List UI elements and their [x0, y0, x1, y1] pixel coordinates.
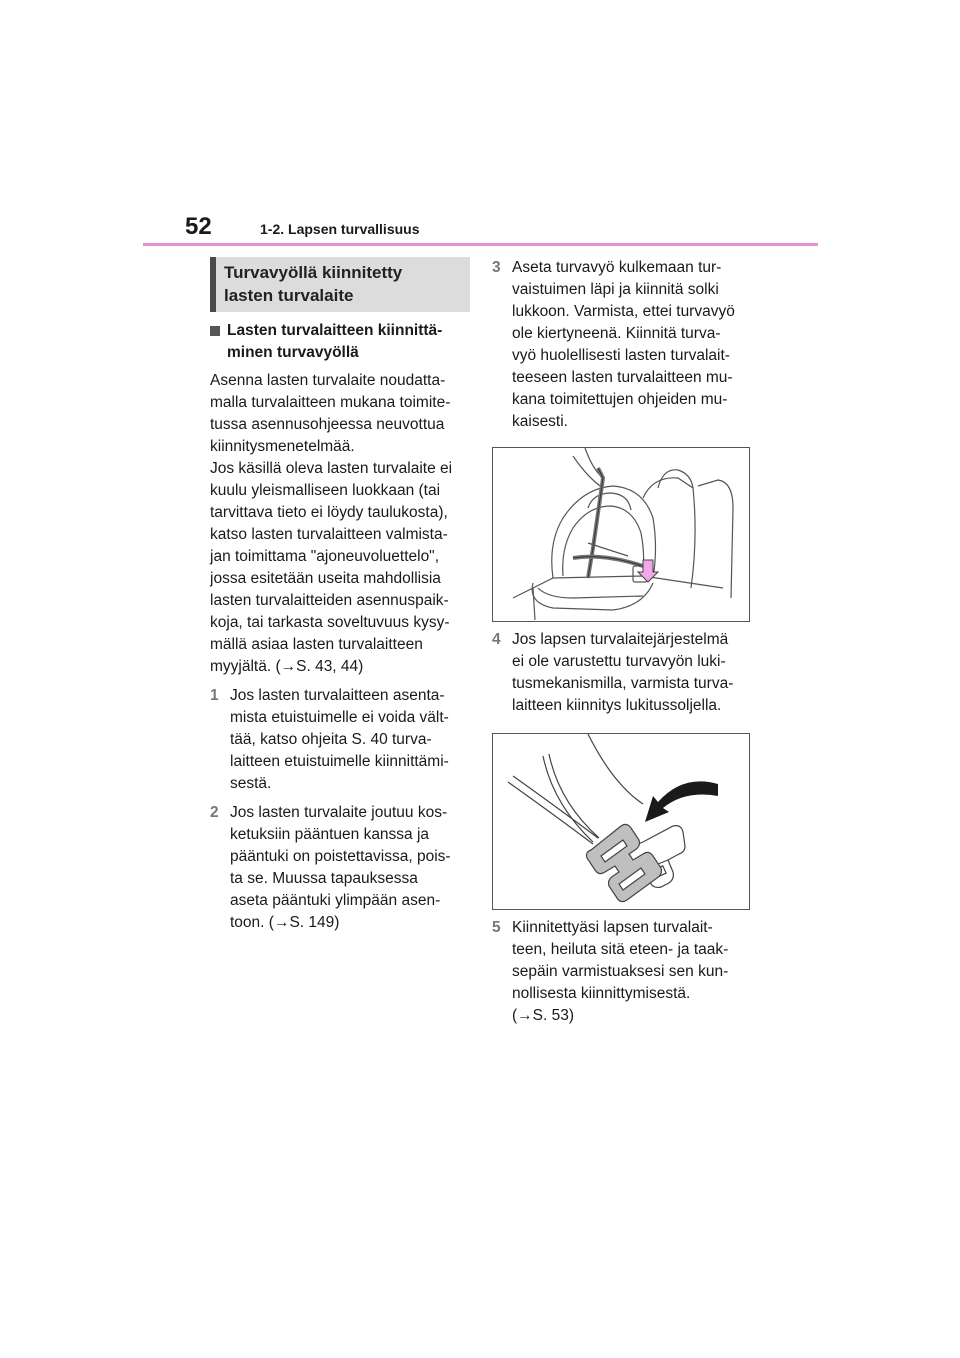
step-line: Kiinnitettyäsi lapsen turvalait-: [512, 919, 713, 936]
step-5: [492, 917, 752, 1027]
step-number: 4: [492, 631, 501, 648]
subheading-line: minen turvavyöllä: [227, 344, 359, 361]
step-line: sestä.: [230, 775, 272, 792]
intro-paragraph: [210, 370, 470, 678]
locking-clip-illustration: [492, 733, 750, 910]
section-header: 1-2. Lapsen turvallisuus: [260, 221, 420, 237]
step-line: kaisesti.: [512, 413, 568, 430]
paragraph-line: tussa asennusohjeessa neuvottua: [210, 416, 445, 433]
paragraph-line: katso lasten turvalaitteen valmista-: [210, 526, 448, 543]
step-line: ketuksiin pääntuen kanssa ja: [230, 826, 430, 843]
paragraph-line: malla turvalaitteen mukana toimite-: [210, 394, 451, 411]
step-3: [492, 257, 752, 433]
step-number: 5: [492, 919, 501, 936]
locking-clip-drawing: [493, 734, 749, 909]
step-line: tää, katso ohjeita S. 40 turva-: [230, 731, 432, 748]
step-line: lukkoon. Varmista, ettei turvavyö: [512, 303, 735, 320]
step-line: nollisesta kiinnittymisestä.: [512, 985, 691, 1002]
step-line: ei ole varustettu turvavyön luki-: [512, 653, 726, 670]
curved-arrow-icon: [645, 781, 718, 822]
page-number: 52: [185, 213, 212, 240]
square-bullet-icon: [210, 326, 220, 336]
child-seat-belt-illustration: [492, 447, 750, 622]
step-line: (→S. 53): [512, 1007, 575, 1024]
subheading-line: Lasten turvalaitteen kiinnittä-: [227, 322, 443, 339]
paragraph-line: kiinnitysmenetelmää.: [210, 438, 355, 455]
step-line: Aseta turvavyö kulkemaan tur-: [512, 259, 722, 276]
left-column: [210, 257, 470, 934]
paragraph-line: lasten turvalaitteiden asennuspaik-: [210, 592, 449, 609]
step-4: [492, 629, 752, 717]
paragraph-line: koja, tai tarkasta soveltuvuus kysy-: [210, 614, 450, 631]
section-title-line: lasten turvalaite: [224, 286, 354, 305]
step-line: vaistuimen läpi ja kiinnitä solki: [512, 281, 719, 298]
step-line: mista etuistuimelle ei voida vält-: [230, 709, 449, 726]
step-line: Jos lasten turvalaitteen asenta-: [230, 687, 445, 704]
step-line: laitteen kiinnitys lukitussoljella.: [512, 697, 722, 714]
step-line: tusmekanismilla, varmista turva-: [512, 675, 734, 692]
paragraph-line: myyjältä. (→S. 43, 44): [210, 658, 364, 675]
step-number: 2: [210, 804, 219, 821]
step-line: ole kiertyneenä. Kiinnitä turva-: [512, 325, 721, 342]
subheading: [210, 320, 470, 364]
section-title-line: Turvavyöllä kiinnitetty: [224, 263, 403, 282]
step-line: aseta pääntuki ylimpään asen-: [230, 892, 441, 909]
section-title-box: [210, 257, 470, 312]
step-line: ta se. Muussa tapauksessa: [230, 870, 418, 887]
step-1: [210, 685, 470, 795]
paragraph-line: Asenna lasten turvalaite noudatta-: [210, 372, 446, 389]
step-line: pääntuki on poistettavissa, pois-: [230, 848, 451, 865]
step-line: toon. (→S. 149): [230, 914, 340, 931]
step-line: kana toimitettujen ohjeiden mu-: [512, 391, 728, 408]
paragraph-line: kuulu yleismalliseen luokkaan (tai: [210, 482, 441, 499]
child-seat-drawing: [493, 448, 749, 621]
step-line: Jos lasten turvalaite joutuu kos-: [230, 804, 448, 821]
paragraph-line: mällä asiaa lasten turvalaitteen: [210, 636, 423, 653]
right-column: [492, 257, 752, 1027]
step-number: 1: [210, 687, 219, 704]
step-number: 3: [492, 259, 501, 276]
step-2: [210, 802, 470, 934]
step-line: teen, heiluta sitä eteen- ja taak-: [512, 941, 729, 958]
step-line: Jos lapsen turvalaitejärjestelmä: [512, 631, 729, 648]
step-line: teeseen lasten turvalaitteen mu-: [512, 369, 733, 386]
step-line: laitteen etuistuimelle kiinnittämi-: [230, 753, 449, 770]
paragraph-line: tarvittava tieto ei löydy taulukosta),: [210, 504, 448, 521]
step-line: vyö huolellisesti lasten turvalait-: [512, 347, 730, 364]
paragraph-line: jan toimittama "ajoneuvoluettelo",: [210, 548, 439, 565]
paragraph-line: jossa esitetään useita mahdollisia: [210, 570, 441, 587]
paragraph-line: Jos käsillä oleva lasten turvalaite ei: [210, 460, 453, 477]
step-line: sepäin varmistuaksesi sen kun-: [512, 963, 729, 980]
header-rule: [143, 243, 818, 246]
